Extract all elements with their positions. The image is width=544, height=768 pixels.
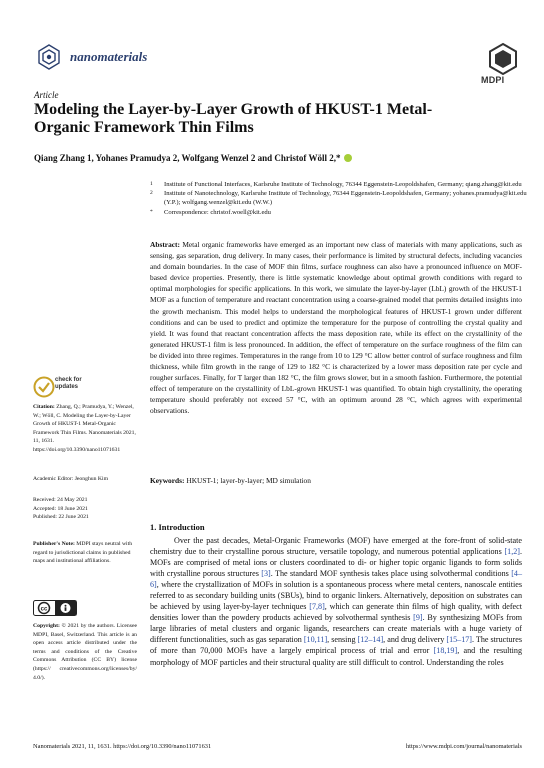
journal-name: nanomaterials: [70, 49, 148, 64]
keywords: [150, 476, 522, 486]
cc-by-license-icon[interactable]: [33, 600, 77, 616]
citation-link[interactable]: [15–17]: [446, 635, 472, 645]
intro-text: Over the past decades, Metal-Organic Frameworks (MOF) have emerged at the fore-front of solid-state chemistry due to their crystalline porous structure, versatile topology, and numerous potential applications: [150, 536, 522, 557]
citation-link[interactable]: [7,8]: [309, 602, 325, 612]
mdpi-logo-icon: [486, 42, 520, 76]
citation-link[interactable]: [10,11]: [303, 635, 328, 645]
svg-text:cc: cc: [40, 606, 48, 613]
citation-link[interactable]: [4–6]: [150, 569, 522, 590]
intro-text: . MOFs are comprised of metal ions or clusters coordinated to di- or higher topic organic ligands to form solids with crystalline porous structures: [150, 547, 522, 579]
citation-text: Zhang, Q.; Pramudya, Y.; Wenzel, W.; Wöll, C. Modeling the Layer-by-Layer Growth of HKUST-1 Metal-Organic Framework Thin Films. Nanomaterials 2021, 11, 1631. https://doi.org/10.3390/nano11071631: [33, 404, 136, 453]
intro-text: , and drug delivery: [383, 635, 447, 645]
paper-title: Modeling the Layer-by-Layer Growth of HKUST-1 Metal-Organic Framework Thin Films: [34, 101, 433, 136]
footer-journal-url[interactable]: https://www.mdpi.com/journal/nanomaterials: [405, 743, 522, 750]
intro-text: , and the resulting morphology of MOF particles and their structural quality are still difficult to control. Understanding the roles: [150, 646, 522, 667]
intro-text: . The structures of more than 70,000 MOFs have a largely empirical process of trial and error: [150, 635, 522, 656]
citation: [33, 403, 137, 455]
intro-text: . By synthesizing MOFs from large libraries of metal clusters and organic ligands, researchers can create materials with a huge variety of different functionalities, such as gas separation: [150, 613, 522, 645]
orcid-icon[interactable]: [344, 154, 352, 162]
affiliation-item: 2 Institute of Nanotechnology, Karlsruhe Institute of Technology, 76344 Eggenstein-Leopoldshafen, Germany; yohanes.pramudya@kit.edu (Y.P.); wolfgang.wenzel@kit.edu (W.W.): [150, 190, 527, 207]
publisher-note: [33, 540, 137, 566]
accepted-date: Accepted: 18 June 2021: [33, 505, 88, 512]
section-heading: 1. Introduction: [150, 522, 205, 532]
affiliations: [150, 180, 530, 217]
footer-citation: Nanomaterials 2021, 11, 1631. https://doi.org/10.3390/nano11071631: [33, 743, 212, 750]
affiliation-item: 1 Institute of Functional Interfaces, Karlsruhe Institute of Technology, 76344 Eggenstein-Leopoldshafen, Germany; qiang.zhang@kit.edu: [150, 181, 522, 188]
citation-link[interactable]: [3]: [261, 569, 271, 579]
keywords-text: HKUST-1; layer-by-layer; MD simulation: [186, 476, 311, 485]
check-for-updates-icon[interactable]: [33, 376, 55, 398]
copyright-label: Copyright:: [33, 623, 60, 629]
published-date: Published: 22 June 2021: [33, 514, 89, 521]
mdpi-logo-text: MDPI: [481, 75, 505, 85]
publisher-note-text: MDPI stays neutral with regard to jurisdictional claims in published maps and institutional affiliations.: [33, 541, 133, 565]
publication-dates: [33, 496, 137, 522]
authors-text: Qiang Zhang 1, Yohanes Pramudya 2, Wolfgang Wenzel 2 and Christof Wöll 2,*: [34, 153, 341, 163]
intro-text: , sensing: [327, 635, 358, 645]
copyright-text: © 2021 by the authors. Licensee MDPI, Basel, Switzerland. This article is an open access article distributed under the terms and conditions of the Creative Commons Attribution (CC BY) license (https:// creativecommons.org/licenses/by/ 4.0/).: [33, 623, 138, 681]
citation-link[interactable]: [1,2]: [504, 547, 520, 557]
citation-link[interactable]: [18,19]: [433, 646, 458, 656]
intro-text: , where the crystallization of MOFs in solution is a spontaneous process where metal centers, nanoscale entities referred to as secondary building units (SBUs), bind to organic linkers. Alternatively, deposition on substrates can be achieved by using layer-by-layer techniques: [150, 580, 522, 612]
check-for-updates-label[interactable]: check for updates: [55, 377, 82, 390]
intro-text: . The standard MOF synthesis takes place using solvothermal conditions: [270, 569, 512, 579]
journal-logo-icon: [34, 42, 64, 72]
intro-text: , which can generate thin films of high quality, with defect densities lower than the powdery products achieved by solvothermal synthesis: [150, 602, 522, 623]
citation-link[interactable]: [9]: [413, 613, 423, 623]
academic-editor: Academic Editor: Jeonghun Kim: [33, 476, 109, 482]
introduction-paragraph: [150, 535, 522, 668]
abstract: [150, 239, 522, 417]
citation-link[interactable]: [12–14]: [357, 635, 384, 645]
publisher-note-label: Publisher's Note:: [33, 541, 75, 547]
author-list: [34, 153, 352, 163]
received-date: Received: 24 May 2021: [33, 497, 88, 503]
keywords-label: Keywords:: [150, 476, 185, 485]
abstract-label: Abstract:: [150, 240, 180, 249]
correspondence: * Correspondence: christof.woell@kit.edu: [150, 208, 271, 216]
citation-label: Citation:: [33, 404, 55, 410]
abstract-text: Metal organic frameworks have emerged as an important new class of materials with many applications, such as sensing, gas separation, drug delivery. In many cases, their performance is limited by structural defects, including vacancies and domain boundaries. In the case of MOF thin films, surface roughness can also have a pronounced influence on MOF-based device properties. Presently, there is little systematic knowledge about optimal growth conditions with regard to optimal morphologies for specific applications. In this work, we simulate the layer-by-layer (LbL) growth of the HKUST-1 MOF as a function of temperature and reactant concentration using a coarse-grained model that permits detailed insights into the growth mechanism. This model helps to understand the morphological features of HKUST-1 grown under different conditions and can be used to predict and optimize the temperature for the purpose of controlling the crystal quality and yield. It was found that reactant concentration affects the mass deposition rate, while its effect on the crystallinity of the generated HKUST-1 film is less pronounced. In addition, the effect of temperature on the surface roughness of the film can be divided into three regimes. Temperatures in the range from 10 to 129 °C allow better control of surface roughness and film thickness, while film growth in the range of 129 to 182 °C is characterized by a lower mass deposition rate per cycle and rougher surfaces. Finally, for T larger than 182 °C, the film grows slower, but in a smooth fashion. Furthermore, the potential effect of temperature on the crystallinity of LbL-grown HKUST-1 was quantified. To obtain high crystallinity, the operating temperature should preferably not exceed 57 °C, with an optimum around 28 °C, which agrees with experimental observations.: [150, 240, 523, 416]
article-type: Article: [34, 90, 59, 100]
copyright-notice: [33, 622, 137, 682]
